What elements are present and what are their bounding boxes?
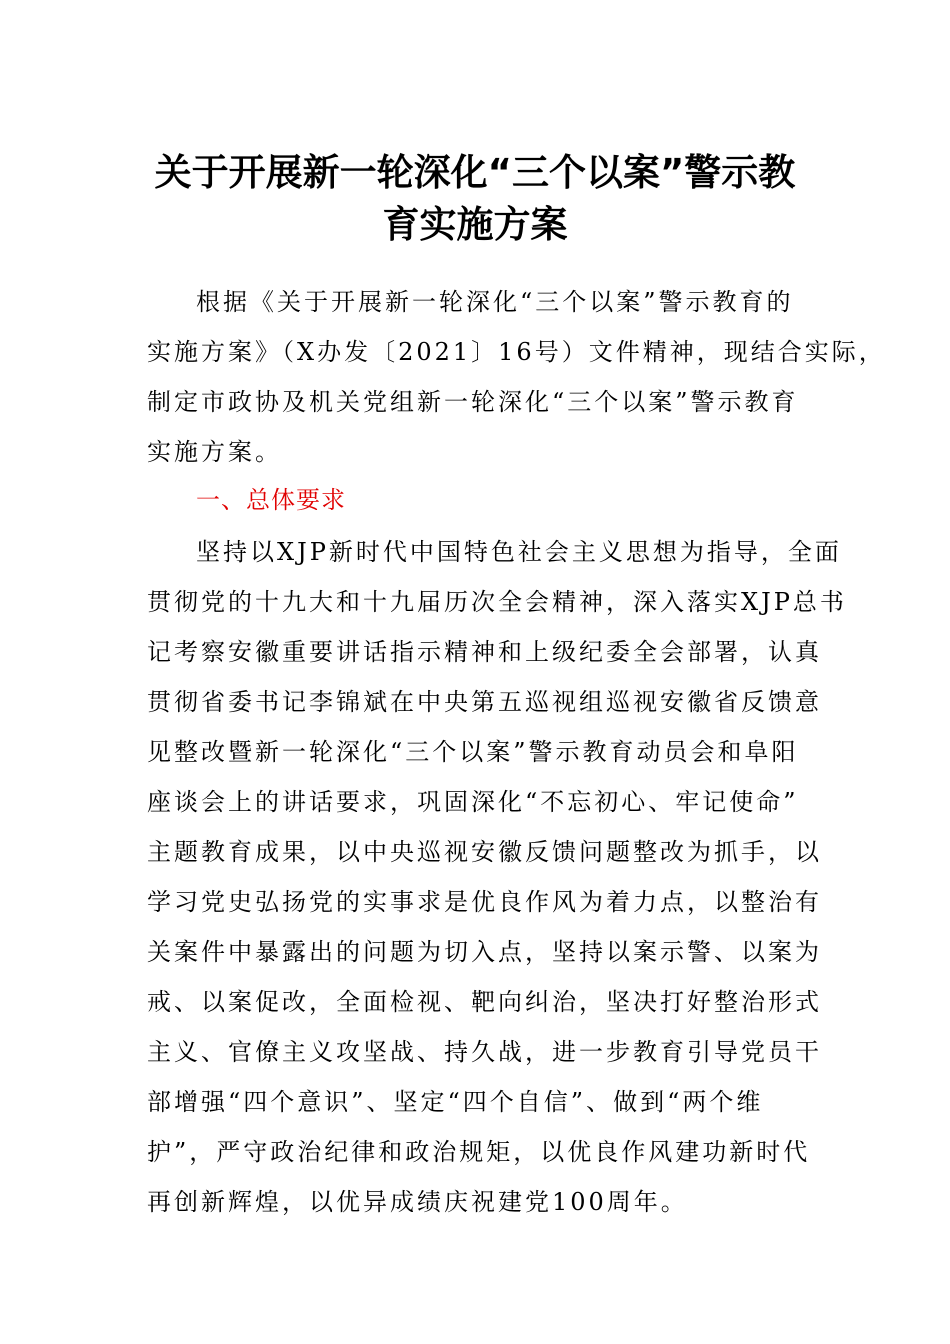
body-line-12: 部增强“四个意识”、坚定“四个自信”、做到“两个维	[147, 1088, 764, 1116]
intro-line-2: 实施方案》（X办发〔2021〕16号）文件精神，现结合实际，	[147, 338, 886, 366]
intro-line-4: 实施方案。	[147, 438, 282, 466]
body-line-7: 主题教育成果，以中央巡视安徽反馈问题整改为抓手，以	[147, 838, 822, 866]
document-title-line-2: 育实施方案	[382, 203, 568, 246]
body-line-4: 贯彻省委书记李锦斌在中央第五巡视组巡视安徽省反馈意	[147, 688, 822, 716]
section-heading: 一、总体要求	[196, 486, 346, 514]
body-line-13: 护”，严守政治纪律和政治规矩，以优良作风建功新时代	[147, 1138, 811, 1166]
body-line-11: 主义、官僚主义攻坚战、持久战，进一步教育引导党员干	[147, 1038, 822, 1066]
body-line-8: 学习党史弘扬党的实事求是优良作风为着力点，以整治有	[147, 888, 822, 916]
body-line-9: 关案件中暴露出的问题为切入点，坚持以案示警、以案为	[147, 938, 822, 966]
intro-line-3: 制定市政协及机关党组新一轮深化“三个以案”警示教育	[147, 388, 799, 416]
body-line-10: 戒、以案促改，全面检视、靶向纠治，坚决打好整治形式	[147, 988, 822, 1016]
body-line-5: 见整改暨新一轮深化“三个以案”警示教育动员会和阜阳	[147, 738, 799, 766]
body-line-14: 再创新辉煌，以优异成绩庆祝建党100周年。	[147, 1188, 688, 1216]
intro-line-1: 根据《关于开展新一轮深化“三个以案”警示教育的	[196, 288, 794, 316]
body-line-6: 座谈会上的讲话要求，巩固深化“不忘初心、牢记使命”	[147, 788, 799, 816]
body-line-2: 贯彻党的十九大和十九届历次全会精神，深入落实XJP总书	[147, 588, 847, 616]
body-line-3: 记考察安徽重要讲话指示精神和上级纪委全会部署，认真	[147, 638, 822, 666]
document-title-line-1: 关于开展新一轮深化“三个以案”警示教	[154, 151, 796, 194]
body-line-1: 坚持以XJP新时代中国特色社会主义思想为指导，全面	[196, 538, 842, 566]
